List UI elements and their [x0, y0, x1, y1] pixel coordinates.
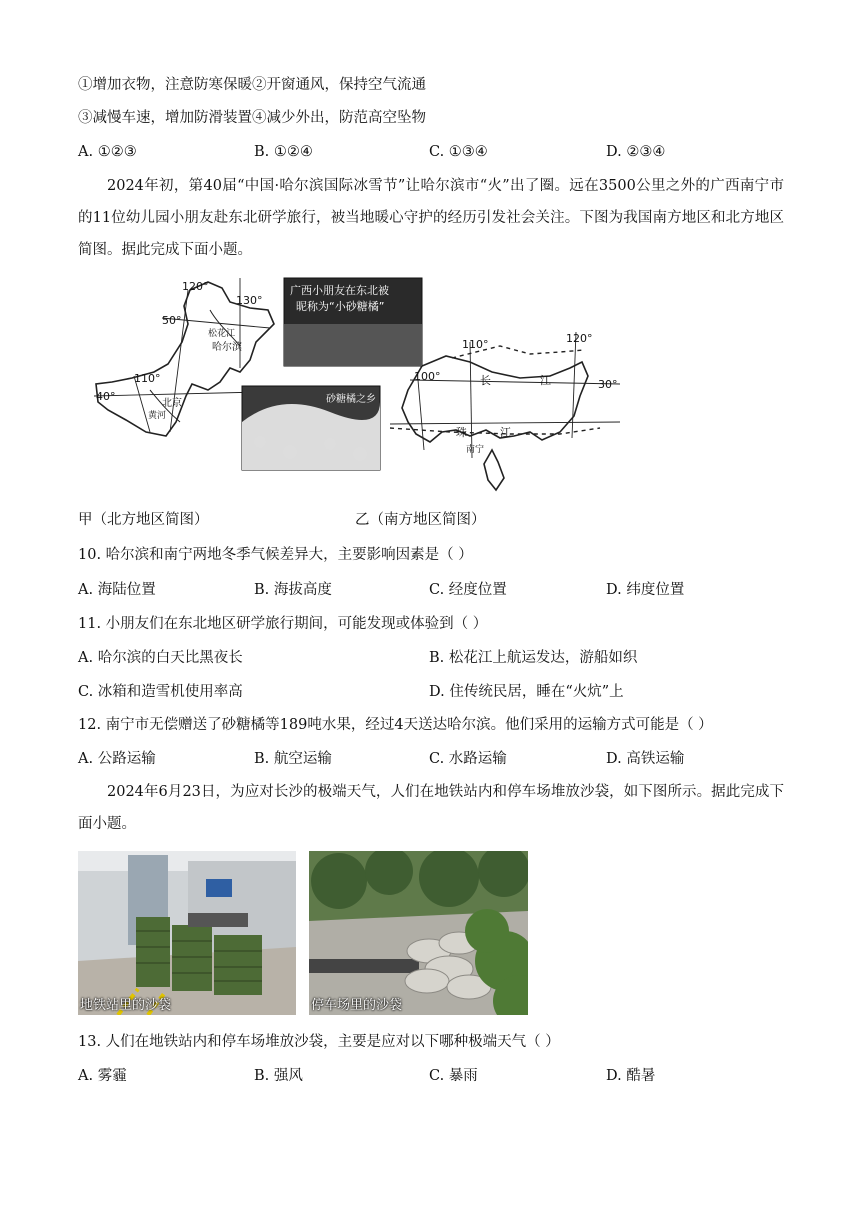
label-beijing: 北京	[162, 398, 182, 409]
choice-d[interactable]: D. ②③④	[606, 144, 666, 160]
q13-option-c[interactable]: C. 暴雨	[429, 1068, 478, 1084]
statement-line-1: ①增加衣物，注意防寒保暖②开窗通风，保持空气流通	[78, 77, 426, 93]
q10-option-d[interactable]: D. 纬度位置	[606, 582, 685, 598]
label-nanning: 南宁	[466, 445, 485, 455]
label-songhua: 松花江	[208, 329, 236, 339]
q13-option-b[interactable]: B. 强风	[254, 1068, 303, 1084]
south-lon-100: 100°	[414, 370, 441, 383]
subway-sandbag-photo	[78, 851, 296, 1015]
region-map-figure	[90, 272, 630, 504]
north-lon-120: 120°	[182, 280, 209, 293]
question-13-stem: 13. 人们在地铁站内和停车场堆放沙袋，主要是应对以下哪种极端天气（ ）	[78, 1034, 560, 1050]
passage-changsha: 2024年6月23日，为应对长沙的极端天气，人们在地铁站内和停车场堆放沙袋，如下图所示。据此完成下面小题。	[78, 784, 784, 832]
choice-a[interactable]: A. ①②③	[78, 144, 137, 160]
q13-option-d[interactable]: D. 酷暑	[606, 1068, 656, 1084]
label-jiang: 江	[540, 374, 551, 387]
choice-b[interactable]: B. ①②④	[254, 144, 313, 160]
label-harbin: 哈尔滨	[212, 342, 242, 353]
north-map-caption: 甲（北方地区简图）	[78, 512, 209, 528]
q12-option-d[interactable]: D. 高铁运输	[606, 751, 685, 767]
north-lon-130: 130°	[236, 294, 263, 307]
parking-photo-caption: 停车场里的沙袋	[311, 998, 403, 1013]
label-zhu: 珠	[456, 426, 467, 439]
north-lon-110: 110°	[134, 372, 161, 385]
q11-option-a[interactable]: A. 哈尔滨的白天比黑夜长	[78, 650, 243, 666]
photo-top-text-2: 昵称为“小砂糖橘”	[296, 300, 385, 313]
question-10-stem: 10. 哈尔滨和南宁两地冬季气候差异大，主要影响因素是（ ）	[78, 547, 473, 563]
north-lat-50: 50°	[162, 314, 182, 327]
q11-option-d[interactable]: D. 住传统民居，睡在“火炕”上	[429, 684, 624, 700]
q12-option-c[interactable]: C. 水路运输	[429, 751, 507, 767]
q10-option-b[interactable]: B. 海拔高度	[254, 582, 332, 598]
label-chang: 长	[480, 374, 491, 387]
question-12-stem: 12. 南宁市无偿赠送了砂糖橘等189吨水果，经过4天送达哈尔滨。他们采用的运输方式可能是（ ）	[78, 717, 713, 733]
q13-option-a[interactable]: A. 雾霾	[78, 1068, 127, 1084]
label-jiang2: 江	[500, 426, 511, 439]
south-lat-30: 30°	[598, 378, 618, 391]
photo-top-text-1: 广西小朋友在东北被	[290, 284, 389, 297]
statement-line-2: ③减慢车速，增加防滑装置④减少外出，防范高空坠物	[78, 110, 426, 126]
q10-option-c[interactable]: C. 经度位置	[429, 582, 507, 598]
south-region-outline	[402, 356, 588, 442]
photo-bottom-text: 砂糖橘之乡	[326, 394, 376, 405]
q12-option-b[interactable]: B. 航空运输	[254, 751, 332, 767]
question-11-stem: 11. 小朋友们在东北地区研学旅行期间，可能发现或体验到（ ）	[78, 616, 488, 632]
choice-c[interactable]: C. ①③④	[429, 144, 488, 160]
passage-harbin: 2024年初，第40届“中国·哈尔滨国际冰雪节”让哈尔滨市“火”出了圈。远在3500公里之外的广西南宁市的11位幼儿园小朋友赴东北研学旅行，被当地暖心守护的经历引发社会关注。下图为我国南方地区和北方地区简图。据此完成下面小题。	[78, 178, 784, 258]
north-lat-40: 40°	[96, 390, 116, 403]
south-map-caption: 乙（南方地区简图）	[355, 512, 486, 528]
q11-option-c[interactable]: C. 冰箱和造雪机使用率高	[78, 684, 243, 700]
parking-sandbag-photo	[309, 851, 528, 1015]
label-huanghe: 黄河	[148, 411, 167, 421]
q11-option-b[interactable]: B. 松花江上航运发达，游船如织	[429, 650, 638, 666]
q10-option-a[interactable]: A. 海陆位置	[78, 582, 156, 598]
q12-option-a[interactable]: A. 公路运输	[78, 751, 156, 767]
subway-photo-caption: 地铁站里的沙袋	[80, 998, 172, 1013]
south-lon-120: 120°	[566, 332, 593, 345]
south-lon-110: 110°	[462, 338, 489, 351]
